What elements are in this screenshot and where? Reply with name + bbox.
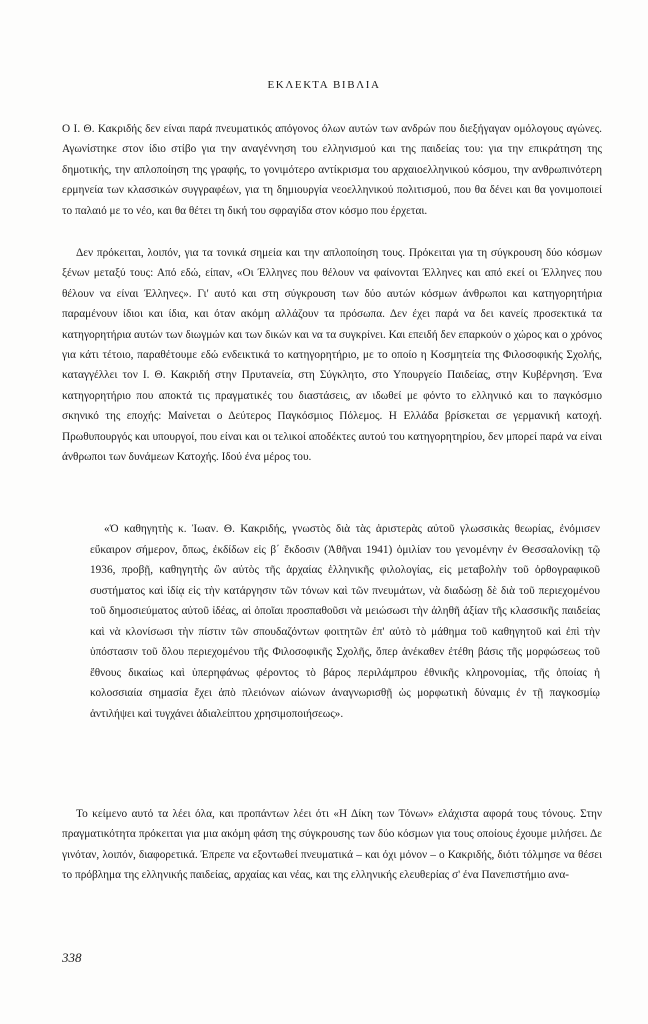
paragraph-3 [62,804,602,886]
block-quote [90,519,600,724]
running-head: ΕΚΛΕΚΤΑ ΒΙΒΛΙΑ [267,79,381,91]
paragraph-2 [62,243,602,467]
paragraph-2-text: Δεν πρόκειται, λοιπόν, για τα τονικά σημεία και την απλοποίηση τους. Πρόκειται για τη σύγκρουση δύο κόσμων ξένων μεταξύ τους: Από εδώ, είπαν, «Οι Έλληνες που θέλουν να φαίνονται Έλληνες και από εκεί οι Έλληνες που θέλουν να είναι Έλληνες». Γι' αυτό και στη σύγκρουση των δύο αυτών κόσμων άνθρωποι και κατηγορητήρια παραμένουν ίδιοι και ίδια, και όταν ακόμη αλλάζουν τα πρόσωπα. Δεν έχει παρά να δει κανείς προσεκτικά τα κατηγορητήρια αυτών των διωγμών και των δικών και να τα συγκρίνει. Και επειδή δεν επαρκούν ο χώρος και ο χρόνος για κάτι τέτοιο, παραθέτουμε εδώ ενδεικτικά το κατηγορητήριο, με το οποίο η Κοσμητεία της Φιλοσοφικής Σχολής, καταγγέλλει τον Ι. Θ. Κακριδή στην Πρυτανεία, στη Σύγκλητο, στο Υπουργείο Παιδείας, στην Κυβέρνηση. Ένα κατηγορητήριο που αποκτά τις πραγματικές του διαστάσεις, αν ιδωθεί με φόντο το ελληνικό και το παγκόσμιο σκηνικό της εποχής: Μαίνεται ο Δεύτερος Παγκόσμιος Πόλεμος. Η Ελλάδα βρίσκεται σε γερμανική κατοχή. Πρωθυπουργός και υπουργοί, που είναι και οι τελικοί αποδέκτες αυτού του κατηγορητηρίου, δεν μπορεί παρά να είναι άνθρωποι των δυνάμεων Κατοχής. Ιδού ένα μέρος του. [62,247,602,464]
page-number: 338 [62,950,82,965]
paragraph-1-text: Ο Ι. Θ. Κακριδής δεν είναι παρά πνευματικός απόγονος όλων αυτών των ανδρών που διεξήγαγαν ομόλογους αγώνες. Αγωνίστηκε στον ίδιο στίβο για την αναγέννηση του ελληνισμού και της παιδείας του: για την επικράτηση της δημοτικής, την απλοποίηση της γραφής, το γονιμότερο αντίκρισμα του αρχαιοελληνικού κόσμου, την ανθρωπινότερη ερμηνεία των κλασσικών συγγραφέων, για τη δημιουργία νεοελληνικού πολιτισμού, που θα δένει και θα γονιμοποιεί το παλαιό με το νέο, και θα θέτει τη δική του σφραγίδα στον κόσμο που έρχεται. [62,123,602,217]
block-quote-text: «Ὁ καθηγητὴς κ. Ἰωαν. Θ. Κακριδής, γνωστὸς διὰ τὰς ἀριστερὰς αὐτοῦ γλωσσικὰς θεωρίας, ἐνόμισεν εὔκαιρον σήμερον, ὅπως, ἐκδίδων εἰς β΄ ἔκδοσιν (Ἀθῆναι 1941) ὁμιλίαν του γενομένην ἐν Θεσσαλονίκῃ τῷ 1936, προβῇ, καθηγητὴς ὢν αὐτὸς τῆς ἀρχαίας ἑλληνικῆς φιλολογίας, εἰς μεταβολὴν τοῦ ὀρθογραφικοῦ συστήματος καὶ ἰδίᾳ εἰς τὴν κατάργησιν τῶν τόνων καὶ τῶν πνευμάτων, νὰ διαδώσῃ δὲ διὰ τοῦ περιεχομένου τοῦ δημοσιεύματος αὐτοῦ ἰδέας, αἱ ὁποῖαι προσπαθοῦσι νὰ μειώσωσι τὴν ἀληθῆ ἀξίαν τῆς κλασσικῆς παιδείας καὶ νὰ κλονίσωσι τὴν πίστιν τῶν σπουδαζόντων φοιτητῶν ἐπ' αὐτὸ τὸ μάθημα τοῦ καθηγητοῦ καὶ ἐπὶ τὴν ὑπόστασιν τοῦ ὅλου περιεχομένου τῆς Φιλοσοφικῆς Σχολῆς, ὅπερ ἀνέκαθεν ἐτέθη βάσις τῆς μορφώσεως τοῦ ἔθνους δικαίως καὶ ὑπερηφάνως φέροντος τὸ βάρος περιλάμπρου ἐθνικῆς κληρονομίας, τῆς ὁποίας ἡ κολοσσιαία σημασία ἔχει ἀπὸ πλειόνων αἰώνων ἀναγνωρισθῇ ὡς μορφωτικὴ δύναμις ἐν τῇ παγκοσμίῳ ἀντιλήψει καὶ τυγχάνει ἀδιαλείπτου χρησιμοποιήσεως». [90,523,600,720]
paragraph-1 [62,119,602,221]
paragraph-3-text: Το κείμενο αυτό τα λέει όλα, και προπάντων λέει ότι «Η Δίκη των Τόνων» ελάχιστα αφορά τους τόνους. Στην πραγματικότητα πρόκειται για μια ακόμη φάση της σύγκρουσης των δύο κόσμων για τους οποίους έχουμε μιλήσει. Δε γινόταν, λοιπόν, διαφορετικά. Έπρεπε να εξοντωθεί πνευματικά – και όχι μόνον – ο Κακριδής, διότι τόλμησε να θέσει το πρόβλημα της ελληνικής παιδείας, αρχαίας και νέας, και της ελληνικής ελευθερίας σ' ένα Πανεπιστήμιο ανα- [62,808,602,882]
